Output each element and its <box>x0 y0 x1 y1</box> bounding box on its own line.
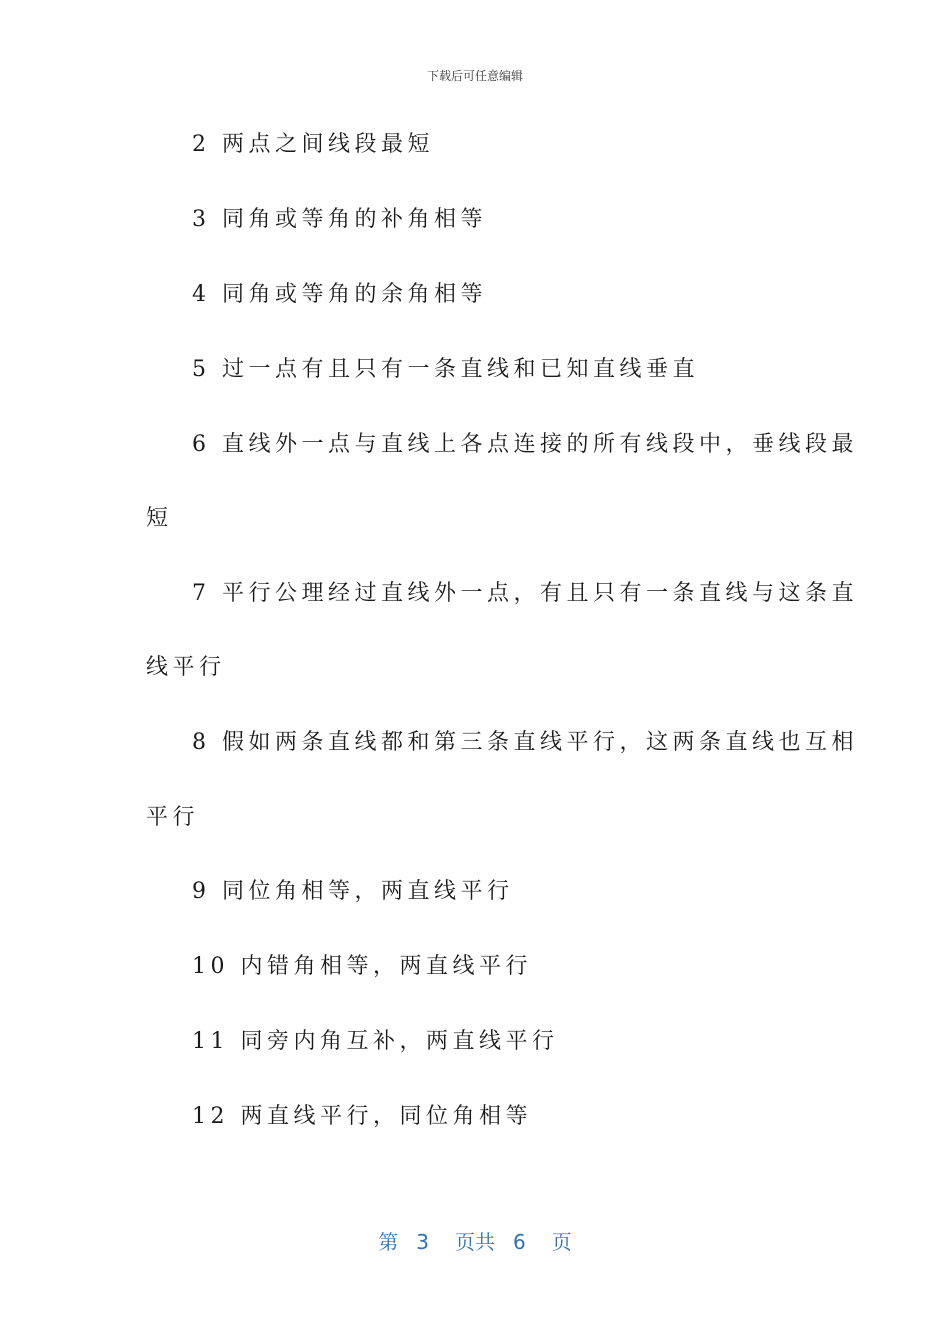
footer-prefix: 第 <box>378 1230 399 1254</box>
theorem-line-8: 8 假如两条直线都和第三条直线平行，这两条直线也互相 <box>192 730 858 755</box>
theorem-line-4: 4 同角或等角的余角相等 <box>192 282 487 307</box>
header-note: 下载后可任意编辑 <box>426 69 523 83</box>
theorem-line-6: 6 直线外一点与直线上各点连接的所有线段中，垂线段最 <box>192 432 858 457</box>
footer-current-page: 3 <box>416 1230 429 1254</box>
theorem-line-5: 5 过一点有且只有一条直线和已知直线垂直 <box>192 357 699 382</box>
theorem-line-12: 12 两直线平行，同位角相等 <box>192 1104 532 1129</box>
theorem-line-2: 2 两点之间线段最短 <box>192 132 434 157</box>
theorem-line-3: 3 同角或等角的补角相等 <box>192 207 487 232</box>
theorem-line-9: 9 同位角相等，两直线平行 <box>192 879 514 904</box>
footer-suffix: 页 <box>551 1230 572 1254</box>
theorem-line-7: 7 平行公理经过直线外一点，有且只有一条直线与这条直 <box>192 581 858 606</box>
theorem-line-10: 10 内错角相等，两直线平行 <box>192 954 532 979</box>
theorem-line-8-continuation: 平行 <box>146 805 200 830</box>
footer-middle: 页共 <box>455 1230 495 1254</box>
theorem-line-11: 11 同旁内角互补，两直线平行 <box>192 1029 559 1054</box>
theorem-line-6-continuation: 短 <box>146 506 173 531</box>
footer-total-pages: 6 <box>513 1230 526 1254</box>
theorem-line-7-continuation: 线平行 <box>146 655 226 680</box>
page-footer <box>0 1226 950 1255</box>
